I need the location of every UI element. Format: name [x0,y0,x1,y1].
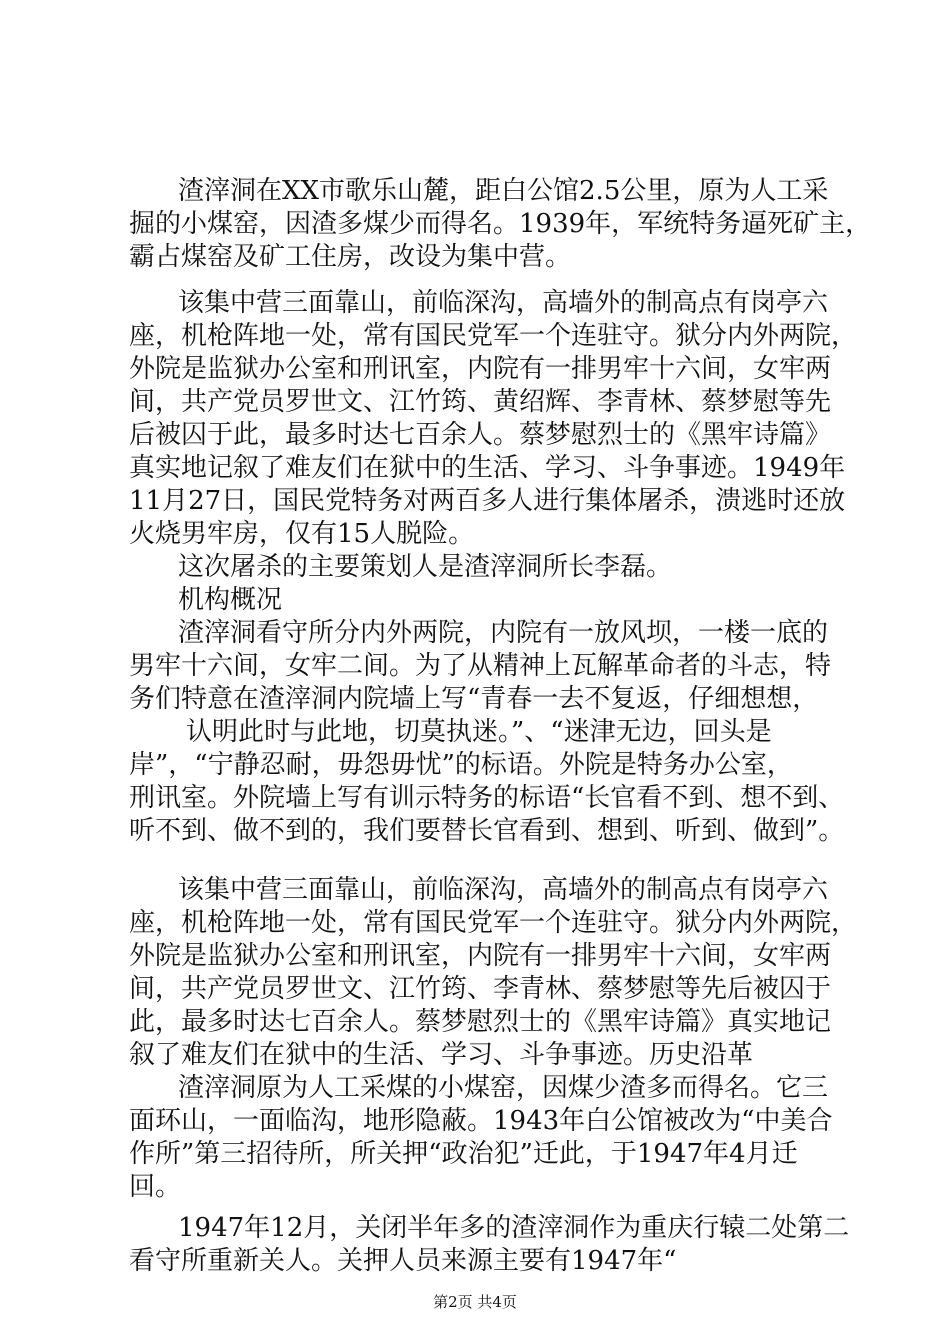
text-line: 看守所重新关人。关押人员来源主要有1947年“ [129,1246,677,1276]
text-line: 岸”，“宁静忍耐，毋怨毋忧”的标语。外院是特务办公室， [129,750,793,780]
text-line: 渣滓洞在XX市歌乐山麓，距白公馆2.5公里，原为人工采 [178,176,829,206]
text-line: 渣滓洞看守所分内外两院，内院有一放风坝，一楼一底的 [178,618,829,648]
page-footer: 第2页 共4页 [433,1293,517,1311]
text-line: 座，机枪阵地一处，常有国民党军一个连驻守。狱分内外两院， [129,321,858,351]
text-line: 掘的小煤窑，因渣多煤少而得名。1939年，军统特务逼死矿主， [129,209,872,239]
text-line: 座，机枪阵地一处，常有国民党军一个连驻守。狱分内外两院， [129,908,858,938]
text-line: 作所”第三招待所，所关押“政治犯”迁此，于1947年4月迁 [129,1139,798,1169]
text-line: 外院是监狱办公室和刑讯室，内院有一排男牢十六间，女牢两 [129,941,832,971]
text-line: 男牢十六间，女牢二间。为了从精神上瓦解革命者的斗志，特 [129,651,832,681]
text-line: 外院是监狱办公室和刑讯室，内院有一排男牢十六间，女牢两 [129,354,832,384]
text-line: 面环山，一面临沟，地形隐蔽。1943年白公馆被改为“中美合 [129,1106,833,1136]
text-line: 回。 [129,1172,182,1202]
text-line: 真实地记叙了难友们在狱中的生活、学习、斗争事迹。1949年 [129,453,846,483]
text-line: 渣滓洞原为人工采煤的小煤窑，因煤少渣多而得名。它三 [178,1073,829,1103]
text-line: 此，最多时达七百余人。蔡梦慰烈士的《黑牢诗篇》真实地记 [129,1007,832,1037]
text-line: 霸占煤窑及矿工住房，改设为集中营。 [129,242,572,272]
text-line: 务们特意在渣滓洞内院墙上写“青春一去不复返，仔细想想， [129,684,819,714]
text-line: 11月27日，国民党特务对两百多人进行集体屠杀，溃逃时还放 [129,486,846,516]
text-line: 后被囚于此，最多时达七百余人。蔡梦慰烈士的《黑牢诗篇》 [129,420,832,450]
text-line: 该集中营三面靠山，前临深沟，高墙外的制高点有岗亭六 [178,288,829,318]
text-line: 刑讯室。外院墙上写有训示特务的标语“长官看不到、想不到、 [129,783,845,813]
section-heading: 机构概况 [178,585,283,615]
text-line: 这次屠杀的主要策划人是渣滓洞所长李磊。 [178,552,673,582]
text-line: 认明此时与此地，切莫执迷。”、“迷津无边，回头是 [186,717,772,747]
text-line: 听不到、做不到的，我们要替长官看到、想到、听到、做到”。 [129,816,845,846]
text-line: 间，共产党员罗世文、江竹筠、李青林、蔡梦慰等先后被囚于 [129,974,832,1004]
text-line: 1947年12月，关闭半年多的渣滓洞作为重庆行辕二处第二 [178,1213,850,1243]
text-line: 叙了难友们在狱中的生活、学习、斗争事迹。历史沿革 [129,1040,754,1070]
text-line: 火烧男牢房，仅有15人脱险。 [129,519,475,549]
text-line: 间，共产党员罗世文、江竹筠、黄绍辉、李青林、蔡梦慰等先 [129,387,832,417]
text-line: 该集中营三面靠山，前临深沟，高墙外的制高点有岗亭六 [178,875,829,905]
